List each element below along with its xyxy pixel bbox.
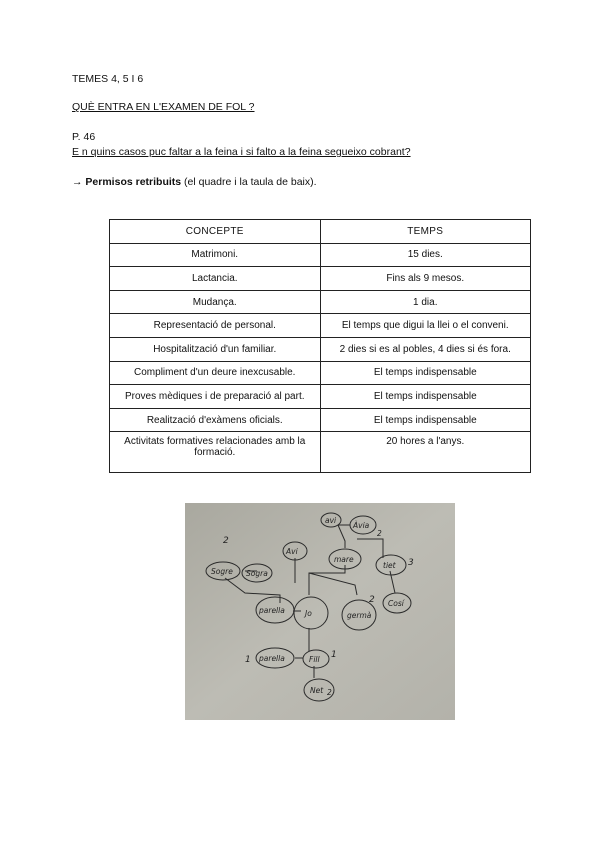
- time-cell: 15 dies.: [320, 243, 531, 267]
- label-fill-num: 1: [331, 650, 337, 660]
- bullet-bold-text: Permisos retribuits: [85, 176, 182, 188]
- concept-cell: Proves mèdiques i de preparació al part.: [110, 385, 321, 409]
- permisos-table: [109, 219, 531, 473]
- label-sogre-num: 2: [223, 536, 229, 546]
- label-fill: Fill: [309, 655, 320, 664]
- table-row: [110, 337, 531, 361]
- permisos-bullet: [72, 176, 317, 188]
- table-row: [110, 361, 531, 385]
- bullet-rest-text: (el quadre i la taula de baix).: [181, 176, 317, 188]
- label-sogra: Sogra: [246, 569, 268, 578]
- table-row: [110, 314, 531, 338]
- concept-cell: Lactancia.: [110, 267, 321, 291]
- label-sogre: Sogre: [211, 567, 233, 576]
- table-row: [110, 243, 531, 267]
- family-tree-whiteboard-photo: [185, 503, 455, 720]
- label-avia: Àvia: [353, 521, 370, 530]
- table-row: [110, 432, 531, 473]
- time-cell: 1 dia.: [320, 290, 531, 314]
- label-cosi: Cosí: [388, 599, 404, 608]
- topics-heading: TEMES 4, 5 I 6: [72, 73, 144, 85]
- label-tiet-num: 3: [408, 558, 414, 568]
- label-parella2-num: 1: [245, 655, 251, 665]
- table-row: [110, 385, 531, 409]
- concept-cell: Realització d'exàmens oficials.: [110, 408, 321, 432]
- time-cell: El temps indispensable: [320, 408, 531, 432]
- table-row: [110, 408, 531, 432]
- concept-cell: Representació de personal.: [110, 314, 321, 338]
- label-parella: parella: [259, 606, 285, 615]
- label-germa: germà: [347, 611, 372, 620]
- label-tiet: tiet: [383, 561, 396, 570]
- exam-question: QUÈ ENTRA EN L'EXAMEN DE FOL ?: [72, 101, 255, 113]
- label-net: Net: [310, 686, 324, 695]
- label-avi: avi: [325, 516, 337, 525]
- label-mare: mare: [334, 555, 354, 564]
- concept-cell: Matrimoni.: [110, 243, 321, 267]
- table-row: [110, 290, 531, 314]
- table-row: [110, 267, 531, 291]
- label-avi2: Avi: [286, 547, 298, 556]
- time-cell: 2 dies si es al pobles, 4 dies si és fora.: [320, 337, 531, 361]
- time-cell: 20 hores a l'anys.: [320, 432, 531, 473]
- header-temps: TEMPS: [320, 220, 531, 244]
- arrow-icon: →: [72, 176, 83, 188]
- label-net-num: 2: [327, 688, 332, 697]
- time-cell: El temps que digui la llei o el conveni.: [320, 314, 531, 338]
- concept-cell: Compliment d'un deure inexcusable.: [110, 361, 321, 385]
- time-cell: El temps indispensable: [320, 361, 531, 385]
- table-header-row: [110, 220, 531, 244]
- label-parella2: parella: [259, 654, 285, 663]
- label-germa-num: 2: [369, 595, 375, 605]
- sub-question: E n quins casos puc faltar a la feina i si falto a la feina segueixo cobrant?: [72, 146, 411, 158]
- concept-cell: Mudança.: [110, 290, 321, 314]
- label-avia-num: 2: [377, 529, 382, 538]
- header-concepte: CONCEPTE: [110, 220, 321, 244]
- concept-cell: Hospitalització d'un familiar.: [110, 337, 321, 361]
- time-cell: Fins als 9 mesos.: [320, 267, 531, 291]
- label-jo: Jo: [305, 609, 312, 618]
- page-reference: P. 46: [72, 131, 96, 143]
- time-cell: El temps indispensable: [320, 385, 531, 409]
- concept-cell: Activitats formatives relacionades amb la formació.: [110, 432, 321, 473]
